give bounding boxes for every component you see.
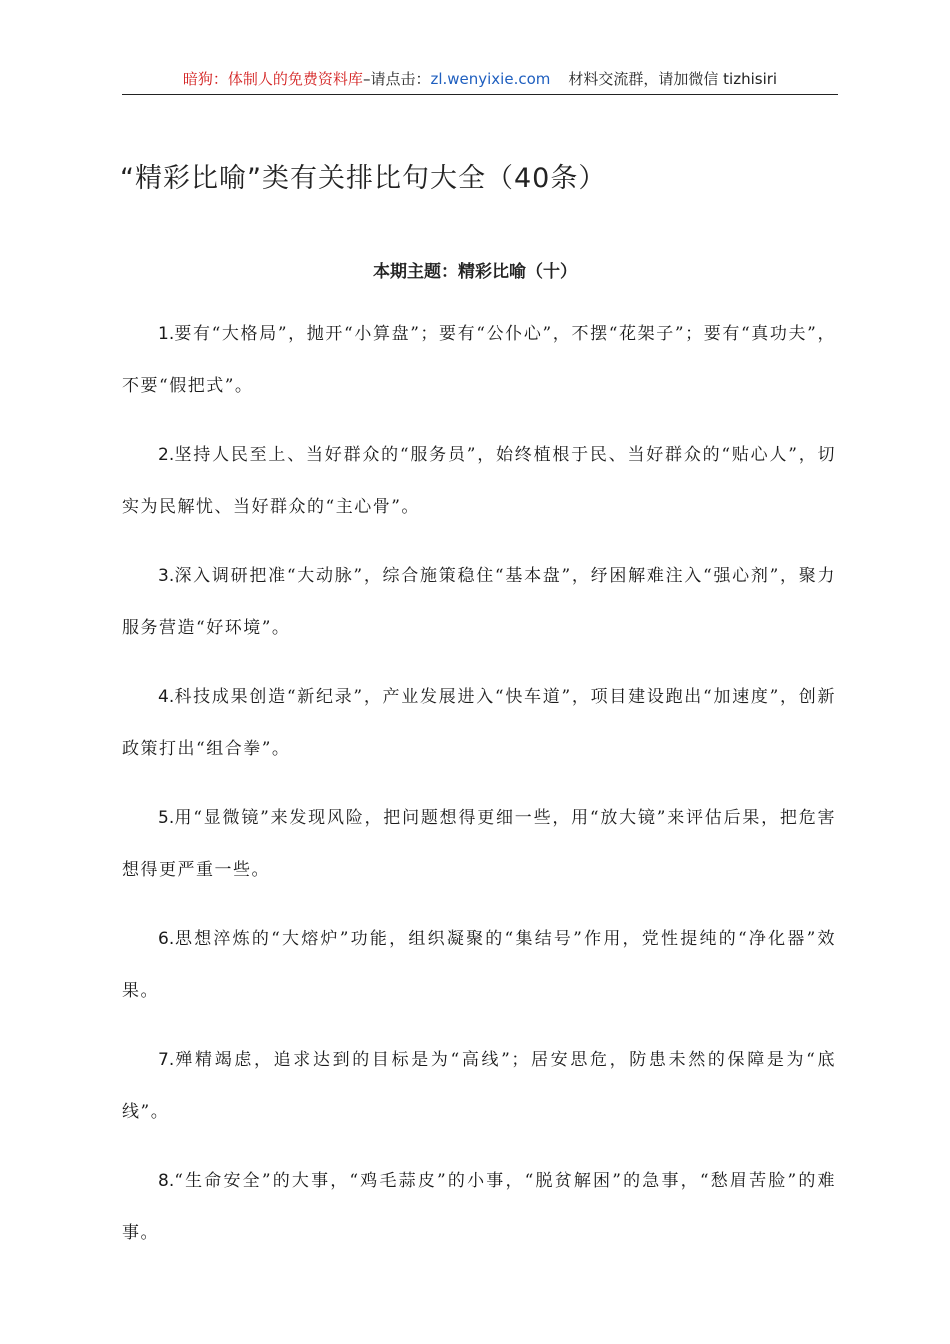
item-text: “生命安全”的大事，“鸡毛蒜皮”的小事，“脱贫解困”的急事，“愁眉苦脸”的难事。 bbox=[122, 1171, 836, 1243]
item-number: 5. bbox=[158, 808, 175, 828]
page-header bbox=[122, 68, 838, 95]
item-list bbox=[122, 308, 836, 1267]
item-text: 要有“大格局”，抛开“小算盘”；要有“公仆心”，不摆“花架子”；要有“真功夫”，不要“假把式”。 bbox=[122, 324, 836, 396]
item-number: 7. bbox=[158, 1050, 175, 1070]
document-subtitle: 本期主题：精彩比喻（十） bbox=[373, 262, 577, 282]
item-text: 用“显微镜”来发现风险，把问题想得更细一些，用“放大镜”来评估后果，把危害想得更严重一些。 bbox=[122, 808, 836, 880]
list-item bbox=[122, 308, 836, 412]
item-text: 深入调研把准“大动脉”，综合施策稳住“基本盘”，纾困解难注入“强心剂”，聚力服务营造“好环境”。 bbox=[122, 566, 836, 638]
list-item bbox=[122, 1155, 836, 1259]
item-text: 科技成果创造“新纪录”，产业发展进入“快车道”，项目建设跑出“加速度”，创新政策打出“组合拳”。 bbox=[122, 687, 836, 759]
item-number: 6. bbox=[158, 929, 175, 949]
header-brand: 暗狗：体制人的免费资料库 bbox=[182, 70, 363, 88]
list-item bbox=[122, 792, 836, 896]
item-text: 坚持人民至上、当好群众的“服务员”，始终植根于民、当好群众的“贴心人”，切实为民解忧、当好群众的“主心骨”。 bbox=[122, 445, 836, 517]
header-url-link[interactable]: zl.wenyixie.com bbox=[430, 70, 551, 88]
header-click-prompt: –请点击： bbox=[362, 70, 431, 88]
list-item bbox=[122, 1034, 836, 1138]
item-text: 思想淬炼的“大熔炉”功能，组织凝聚的“集结号”作用，党性提纯的“净化器”效果。 bbox=[122, 929, 836, 1001]
item-text: 殚精竭虑，追求达到的目标是为“高线”；居安思危，防患未然的保障是为“底线”。 bbox=[122, 1050, 836, 1122]
document-title: “精彩比喻”类有关排比句大全（40条） bbox=[120, 163, 607, 194]
header-contact: 材料交流群，请加微信 tizhisiri bbox=[568, 70, 778, 88]
list-item bbox=[122, 550, 836, 654]
list-item bbox=[122, 429, 836, 533]
list-item bbox=[122, 671, 836, 775]
list-item bbox=[122, 913, 836, 1017]
item-number: 1. bbox=[158, 324, 175, 344]
item-number: 4. bbox=[158, 687, 175, 707]
item-number: 2. bbox=[158, 445, 175, 465]
item-number: 3. bbox=[158, 566, 175, 586]
item-number: 8. bbox=[158, 1171, 175, 1191]
